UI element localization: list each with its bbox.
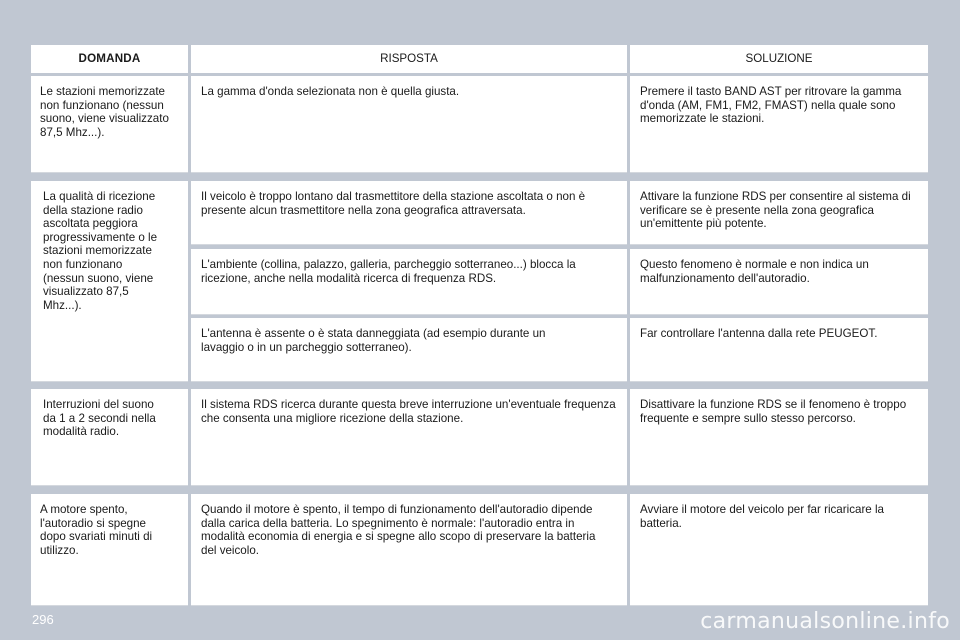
risposta-cell: L'ambiente (collina, palazzo, galleria, parcheggio sotterraneo...) blocca la ricezione, anche nella modalità ricerca di frequenza RDS. bbox=[191, 249, 627, 315]
header-risposta: RISPOSTA bbox=[191, 45, 627, 73]
header-domanda: DOMANDA bbox=[31, 45, 188, 73]
soluzione-cell: Far controllare l'antenna dalla rete PEUGEOT. bbox=[630, 318, 928, 382]
question-cell: La qualità di ricezione della stazione radio ascoltata peggiora progressivamente o le stazioni memorizzate non funzionano (nessun suono, viene visualizzato 87,5 Mhz...). bbox=[31, 181, 188, 382]
page-number: 296 bbox=[32, 612, 54, 627]
header-soluzione: SOLUZIONE bbox=[630, 45, 928, 73]
soluzione-cell: Premere il tasto BAND AST per ritrovare la gamma d'onda (AM, FM1, FM2, FMAST) nella quale sono memorizzate le stazioni. bbox=[630, 76, 928, 173]
question-cell: A motore spento, l'autoradio si spegne dopo svariati minuti di utilizzo. bbox=[31, 494, 188, 606]
soluzione-cell: Avviare il motore del veicolo per far ricaricare la batteria. bbox=[630, 494, 928, 606]
soluzione-cell: Attivare la funzione RDS per consentire al sistema di verificare se è presente nella zona geografica un'emittente più potente. bbox=[630, 181, 928, 245]
question-cell: Le stazioni memorizzate non funzionano (nessun suono, viene visualizzato 87,5 Mhz...). bbox=[31, 76, 188, 173]
watermark: carmanualsonline.info bbox=[700, 609, 950, 634]
risposta-cell: Il sistema RDS ricerca durante questa breve interruzione un'eventuale frequenza che consenta una migliore ricezione della stazione. bbox=[191, 389, 627, 486]
risposta-cell: L'antenna è assente o è stata danneggiata (ad esempio durante un lavaggio o in un parcheggio sotterraneo). bbox=[191, 318, 627, 382]
soluzione-cell: Questo fenomeno è normale e non indica un malfunzionamento dell'autoradio. bbox=[630, 249, 928, 315]
soluzione-cell: Disattivare la funzione RDS se il fenomeno è troppo frequente e sempre sullo stesso percorso. bbox=[630, 389, 928, 486]
question-cell: Interruzioni del suono da 1 a 2 secondi nella modalità radio. bbox=[31, 389, 188, 486]
risposta-cell: Quando il motore è spento, il tempo di funzionamento dell'autoradio dipende dalla carica della batteria. Lo spegnimento è normale: l'autoradio entra in modalità economia di energia e si spegne allo scopo di preservare la batteria del veicolo. bbox=[191, 494, 627, 606]
risposta-cell: Il veicolo è troppo lontano dal trasmettitore della stazione ascoltata o non è presente alcun trasmettitore nella zona geografica attraversata. bbox=[191, 181, 627, 245]
risposta-cell: La gamma d'onda selezionata non è quella giusta. bbox=[191, 76, 627, 173]
